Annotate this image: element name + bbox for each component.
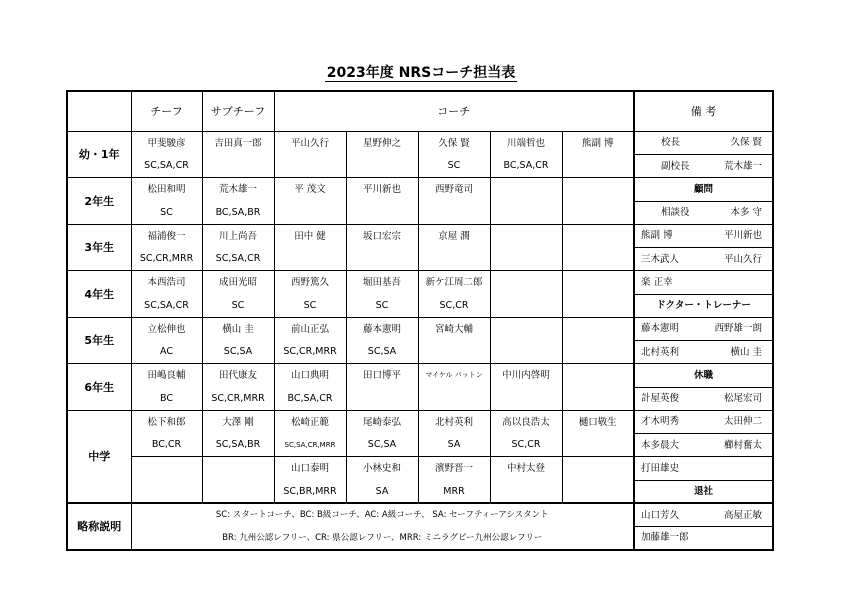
legend-line-2: BR: 九州公認レフリー、CR: 県公認レフリー、MRR: ミニラグビー九州公認レフリー	[131, 527, 634, 550]
coach-quals	[490, 341, 562, 364]
coach-name: 田口博平	[346, 364, 418, 387]
coach-name: 西野篤久	[274, 271, 346, 294]
coach-name: 西野竜司	[418, 178, 490, 201]
coach-quals	[562, 434, 634, 457]
remark-advisor: 三木武人 平山久行	[634, 248, 773, 271]
coach-name	[490, 317, 562, 340]
sub-chief-name: 横山 圭	[202, 317, 274, 340]
coach-name: 高以良浩太	[490, 410, 562, 433]
sub-chief-name: 荒木雄一	[202, 178, 274, 201]
coach-quals	[346, 155, 418, 178]
coach-quals: SA	[346, 480, 418, 503]
coach-quals	[490, 387, 562, 410]
grade-label: 2年生	[67, 178, 131, 225]
coach-quals	[418, 341, 490, 364]
chief-quals: SC	[131, 201, 202, 224]
grade-label: 幼・1年	[67, 131, 131, 178]
coach-name: 川端哲也	[490, 131, 562, 154]
sub-chief-quals: SC	[202, 294, 274, 317]
coach-quals	[418, 248, 490, 271]
coach-name: 平 茂文	[274, 178, 346, 201]
coach-name: 濱野晋一	[418, 457, 490, 480]
coach-quals	[274, 155, 346, 178]
remark-doctor-trainer-head: ドクター・トレーナー	[634, 294, 773, 317]
remark-retired: 山口芳久 高屋正敏	[634, 503, 773, 526]
coach-quals: SC,CR	[418, 294, 490, 317]
header-chief: チーフ	[131, 91, 202, 131]
coach-name	[562, 457, 634, 480]
coach-quals: SC	[274, 294, 346, 317]
grade-label: 中学	[67, 410, 131, 503]
remark-leave: 才木明秀 太田伸二	[634, 410, 773, 433]
coach-quals	[274, 248, 346, 271]
chief-quals: AC	[131, 341, 202, 364]
header-sub-chief: サブチーフ	[202, 91, 274, 131]
chief-name: 田嶋良輔	[131, 364, 202, 387]
coach-name: マイケル パットン	[418, 364, 490, 387]
page-title: 2023年度 NRSコーチ担当表	[326, 65, 516, 81]
coach-quals	[562, 341, 634, 364]
coach-name: 新ケ江周二郎	[418, 271, 490, 294]
coach-quals: SC,BR,MRR	[274, 480, 346, 503]
sub-chief-quals: BC,SA,BR	[202, 201, 274, 224]
grade-label: 3年生	[67, 224, 131, 271]
sub-chief-quals: SC,SA	[202, 341, 274, 364]
coach-quals	[562, 480, 634, 503]
sub-chief-quals	[202, 155, 274, 178]
sub-chief-quals: SC,CR,MRR	[202, 387, 274, 410]
remark-retired: 加藤雄一郎	[634, 527, 773, 550]
sub-chief-name: 川上尚吾	[202, 224, 274, 247]
coach-name: 星野伸之	[346, 131, 418, 154]
coach-name: 熊副 博	[562, 131, 634, 154]
coach-quals: SA	[418, 434, 490, 457]
coach-quals: SC,CR,MRR	[274, 341, 346, 364]
coach-quals: SC,SA,CR,MRR	[274, 434, 346, 457]
coach-name	[490, 271, 562, 294]
coach-name: 宮崎大輔	[418, 317, 490, 340]
coach-name: 久保 賢	[418, 131, 490, 154]
coach-quals: BC,SA,CR	[274, 387, 346, 410]
coach-name: 京屋 潤	[418, 224, 490, 247]
coach-name: 平山久行	[274, 131, 346, 154]
remark-leave: 本多晨大 櫛村奮太	[634, 434, 773, 457]
header-coach: コーチ	[274, 91, 634, 131]
remark-advisor: 楽 正幸	[634, 271, 773, 294]
coach-name: 前山正弘	[274, 317, 346, 340]
remark-leave: 打田雄史	[634, 457, 773, 480]
coach-quals: SC,SA	[346, 434, 418, 457]
coach-quals: SC,SA	[346, 341, 418, 364]
coach-name	[562, 364, 634, 387]
coach-quals	[418, 201, 490, 224]
sub-chief-name: 田代康友	[202, 364, 274, 387]
chief-name: 本西浩司	[131, 271, 202, 294]
coach-quals	[562, 248, 634, 271]
coach-quals	[346, 248, 418, 271]
coach-name: 北村英利	[418, 410, 490, 433]
coach-name: 山口泰明	[274, 457, 346, 480]
coach-name	[562, 317, 634, 340]
sub-chief-name	[202, 457, 274, 480]
remark-trainer: 藤本憲明 西野雄一朗	[634, 317, 773, 340]
remark-principal: 校長 久保 賢	[634, 131, 773, 154]
sub-chief-name: 大澤 剛	[202, 410, 274, 433]
coach-quals	[562, 201, 634, 224]
coach-assignment-table	[66, 90, 774, 551]
coach-quals	[274, 201, 346, 224]
chief-quals	[131, 480, 202, 503]
chief-name: 福浦俊一	[131, 224, 202, 247]
coach-name: 尾崎泰弘	[346, 410, 418, 433]
sub-chief-name: 成田光昭	[202, 271, 274, 294]
coach-quals: SC	[418, 155, 490, 178]
coach-quals: SC,CR	[490, 434, 562, 457]
coach-name	[562, 271, 634, 294]
coach-quals	[562, 155, 634, 178]
coach-name: 中川内啓明	[490, 364, 562, 387]
grade-label: 4年生	[67, 271, 131, 318]
coach-name: 田中 健	[274, 224, 346, 247]
coach-name	[562, 224, 634, 247]
sub-chief-quals	[202, 480, 274, 503]
legend-line-1: SC: スタートコーチ、BC: B級コーチ、AC: A級コーチ、 SA: セーフティーアシスタント	[131, 503, 634, 526]
coach-name: 藤本憲明	[346, 317, 418, 340]
chief-quals: SC,CR,MRR	[131, 248, 202, 271]
coach-quals: SC	[346, 294, 418, 317]
chief-name: 松下和郎	[131, 410, 202, 433]
remark-leave: 計屋英俊 松尾宏司	[634, 387, 773, 410]
abbreviation-label: 略称説明	[67, 503, 131, 550]
coach-quals	[418, 387, 490, 410]
coach-quals	[346, 201, 418, 224]
coach-name: 山口典明	[274, 364, 346, 387]
coach-name: 松崎正範	[274, 410, 346, 433]
coach-name: 坂口宏宗	[346, 224, 418, 247]
sub-chief-quals: SC,SA,BR	[202, 434, 274, 457]
coach-quals	[490, 201, 562, 224]
remark-counselor: 相談役 本多 守	[634, 201, 773, 224]
corner-cell	[67, 91, 131, 131]
header-remarks: 備 考	[634, 91, 773, 131]
sub-chief-quals: SC,SA,CR	[202, 248, 274, 271]
coach-name	[490, 178, 562, 201]
coach-quals	[490, 294, 562, 317]
coach-quals	[562, 294, 634, 317]
coach-quals	[490, 248, 562, 271]
chief-quals: SC,SA,CR	[131, 155, 202, 178]
remark-advisor: 熊副 博 平川新也	[634, 224, 773, 247]
chief-quals: SC,SA,CR	[131, 294, 202, 317]
chief-quals: BC	[131, 387, 202, 410]
chief-name: 松田和明	[131, 178, 202, 201]
chief-name: 甲斐駿彦	[131, 131, 202, 154]
coach-name: 堀田基吾	[346, 271, 418, 294]
remark-retired-head: 退社	[634, 480, 773, 503]
coach-name: 樋口敬生	[562, 410, 634, 433]
coach-quals	[562, 387, 634, 410]
coach-name	[490, 224, 562, 247]
coach-name: 平川新也	[346, 178, 418, 201]
grade-label: 5年生	[67, 317, 131, 364]
chief-quals: BC,CR	[131, 434, 202, 457]
coach-name	[562, 178, 634, 201]
remark-vice-principal: 副校長 荒木雄一	[634, 155, 773, 178]
coach-quals	[346, 387, 418, 410]
chief-name: 立松伸也	[131, 317, 202, 340]
remark-advisor-head: 顧問	[634, 178, 773, 201]
remark-leave-head: 休職	[634, 364, 773, 387]
coach-quals: MRR	[418, 480, 490, 503]
coach-name: 中村太登	[490, 457, 562, 480]
sub-chief-name: 吉田真一郎	[202, 131, 274, 154]
coach-quals	[490, 480, 562, 503]
chief-name	[131, 457, 202, 480]
coach-name: 小林史和	[346, 457, 418, 480]
grade-label: 6年生	[67, 364, 131, 411]
remark-trainer: 北村英利 横山 圭	[634, 341, 773, 364]
coach-quals: BC,SA,CR	[490, 155, 562, 178]
